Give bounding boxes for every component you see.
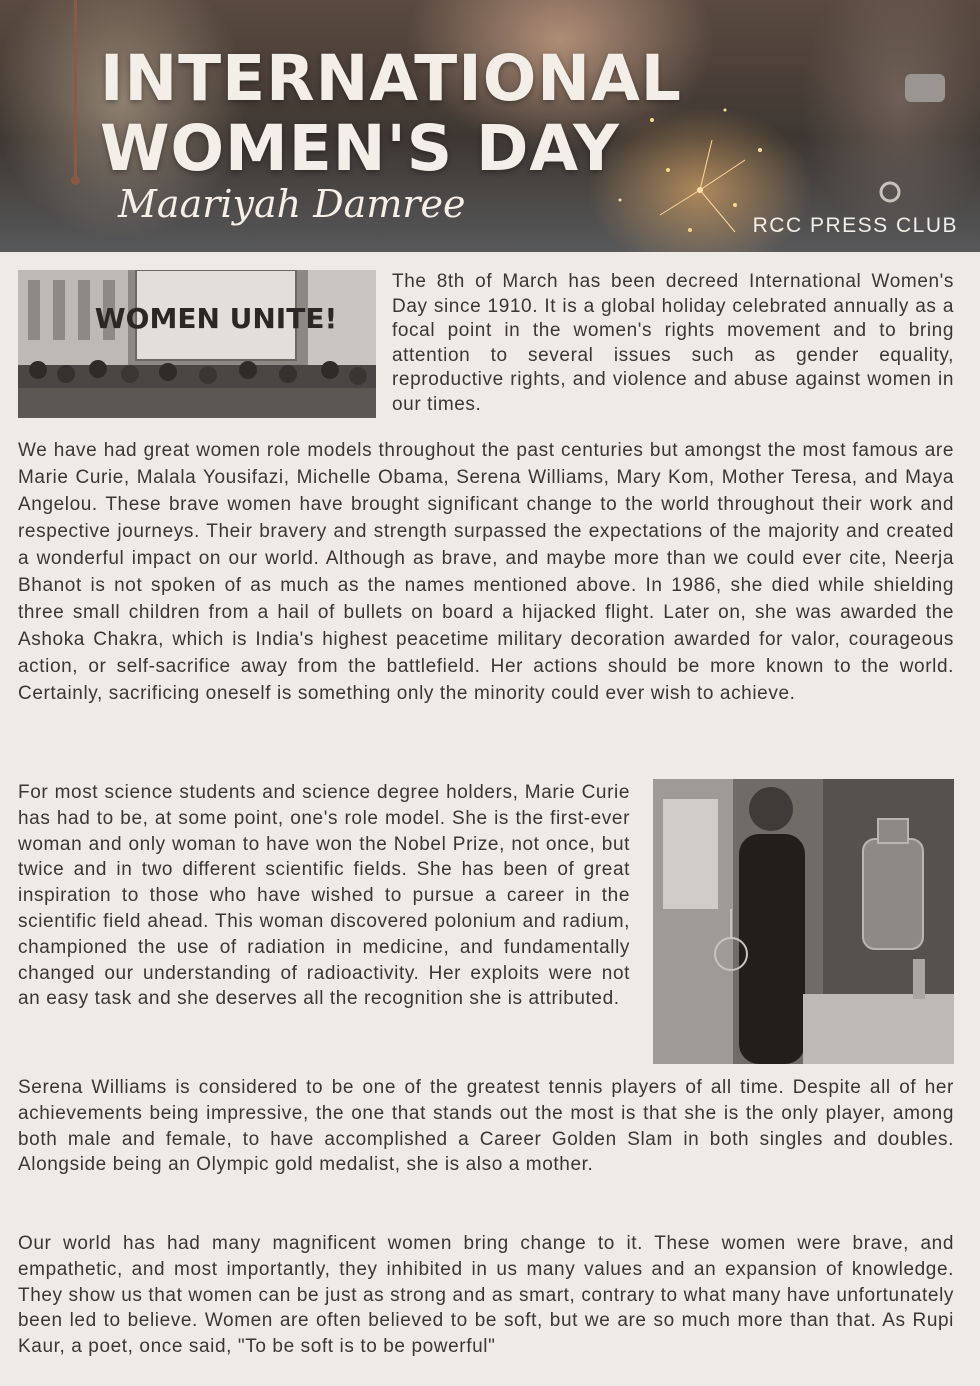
title-line-1: INTERNATIONAL [100,42,682,115]
watch-detail [905,74,945,102]
author-name: Maariyah Damree [118,182,466,226]
title-line-2: WOMEN'S DAY [100,112,620,185]
decorative-dot [71,176,80,185]
curie-figure [739,834,805,1064]
paragraph-role-models: We have had great women role models throughout the past centuries but amongst the most famous are Marie Curie, Malala Yousifazi, Michelle Obama, Serena Williams, Mary Kom, Mother Teresa, and Maya Angelou. These brave women have brought significant change to the world throughout their work and respective journeys. Their bravery and strength surpassed the expectations of the majority and created a wonderful impact on our world. Although as brave, and maybe more than we could ever cite, Neerja Bhanot is not spoken of as much as the names mentioned above. In 1986, she died while shielding three small children from a hail of bullets on board a hijacked flight. Later on, she was awarded the Ashoka Chakra, which is India's highest peacetime military decoration awarded for valor, courageous action, or self-sacrifice away from the battlefield. Her actions should be more known to the world. Certainly, sacrificing oneself is something only the minority could ever wish to achieve. [18,440,954,704]
paragraph-intro: The 8th of March has been decreed International Women's Day since 1910. It is a global holiday celebrated annually as a focal point in the women's rights movement and to bring attention to several issues such as gender equality, reproductive rights, and violence and abuse against women in our times. [392,271,954,415]
marie-curie-lab-illustration [653,779,954,1064]
paragraph-conclusion: Our world has had many magnificent women bring change to it. These women were brave, and empathetic, and most importantly, they inhibited in us many values and an expansion of knowledge. They show us that women can be just as strong and as smart, contrary to what many have unfortunately been led to believe. Women are often believed to be soft, but we are so much more than that. As Rupi Kaur, a poet, once said, "To be soft is to be powerful" [18,1233,954,1358]
header-banner [0,0,980,252]
protest-photo [18,270,376,418]
paragraph-serena-williams: Serena Williams is considered to be one of the greatest tennis players of all time. Despite all of her achievements being impressive, the one that stands out the most is that she is the only player, among both male and female, to have accomplished a Career Golden Slam in both singles and doubles. Alongside being an Olympic gold medalist, she is also a mother. [18,1077,954,1176]
marie-curie-photo [653,779,954,1064]
protest-photo-illustration [18,270,376,418]
decorative-vertical-line [74,0,77,178]
press-club-label: RCC PRESS CLUB [752,214,958,237]
ring-detail [881,183,899,201]
protest-sign-text: WOMEN UNITE! [94,302,338,335]
paragraph-marie-curie: For most science students and science degree holders, Marie Curie has had to be, at some point, one's role model. She is the first-ever woman and only woman to have won the Nobel Prize, not once, but twice and in two different scientific fields. She has been of great inspiration to those who have wished to pursue a career in the scientific field ahead. This woman discovered polonium and radium, championed the use of radiation in medicine, and fundamentally changed our understanding of radioactivity. Her exploits were not an easy task and she deserves all the recognition she is attributed. [18,782,630,1010]
